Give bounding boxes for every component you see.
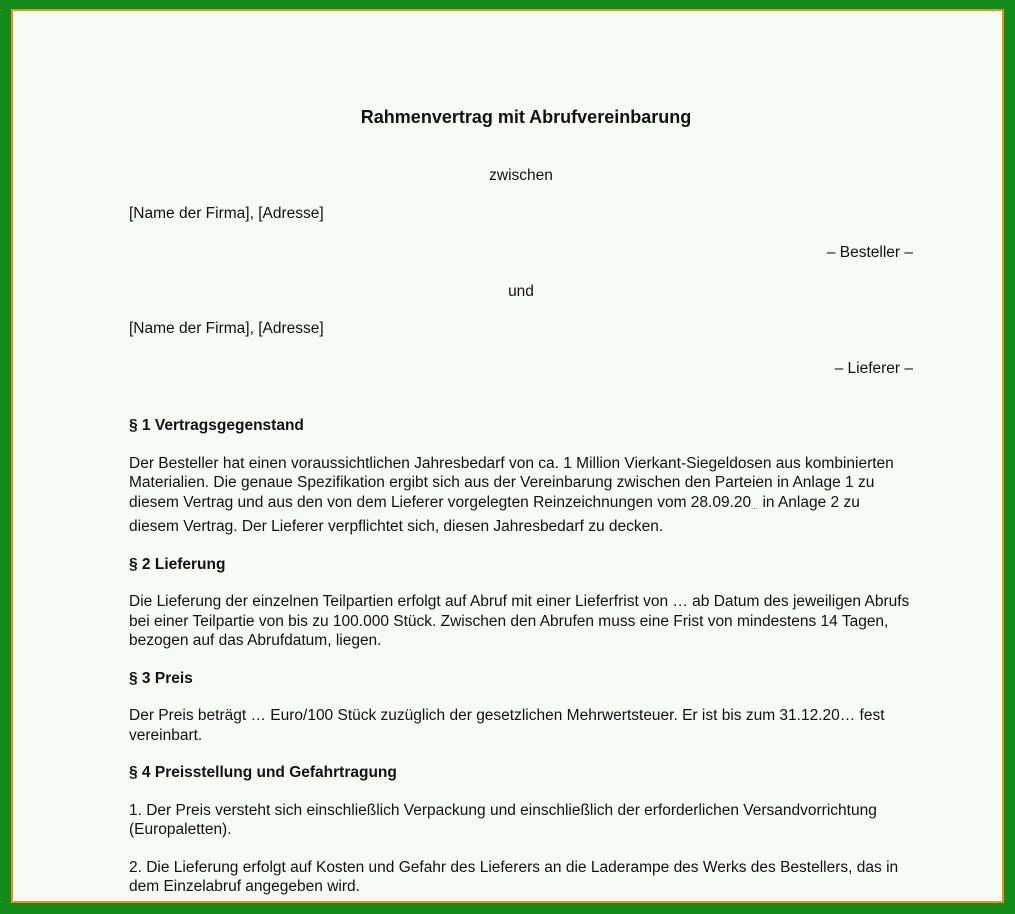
document-body bbox=[129, 105, 913, 903]
section-1-paragraph-1 bbox=[129, 454, 913, 537]
section-1-text-b: in Anlage 2 zu diesem Vertrag. Der Lieferer verpflichtet sich, diesen Jahresbedarf zu decken. bbox=[129, 493, 860, 535]
section-3-paragraph-1: Der Preis beträgt … Euro/100 Stück zuzüglich der gesetzlichen Mehrwertsteuer. Er ist bis zum 31.12.20… fest vereinbart. bbox=[129, 707, 885, 744]
party1-role: – Besteller – bbox=[826, 244, 913, 261]
section-4-heading: § 4 Preisstellung und Gefahrtragung bbox=[129, 764, 397, 781]
document-page bbox=[11, 9, 1004, 903]
section-2-paragraph-1: Die Lieferung der einzelnen Teilpartien erfolgt auf Abruf mit einer Lieferfrist von … ab Datum des jeweiligen Abrufs bei einer Teilpartie von bis zu 100.000 Stück. Zwischen den Abrufen muss eine Frist von mindestens 14 Tagen, bezogen auf das Abrufdatum, liegen. bbox=[129, 593, 910, 649]
and-label: und bbox=[508, 282, 534, 300]
document-title: Rahmenvertrag mit Abrufvereinbarung bbox=[360, 107, 692, 127]
date-placeholder-subscript: … bbox=[751, 503, 759, 511]
between-label: zwischen bbox=[489, 167, 553, 184]
party1-name: [Name der Firma], [Adresse] bbox=[129, 204, 324, 222]
section-1-text-a: Der Besteller hat einen voraussichtlichen Jahresbedarf von ca. 1 Million Vierkant-Siegeldosen aus kombinierten Materialien. Die genaue Spezifikation ergibt sich aus der Vereinbarung zwischen den Parteien in Anlage 1 zu diesem Vertrag und aus den von dem Lieferer vorgelegten Reinzeichnungen vom 28.09.20 bbox=[129, 454, 894, 511]
faint-watermark bbox=[43, 849, 113, 879]
party2-name: [Name der Firma], [Adresse] bbox=[129, 320, 324, 337]
section-1-heading: § 1 Vertragsgegenstand bbox=[129, 417, 304, 434]
section-4-paragraph-2: 2. Die Lieferung erfolgt auf Kosten und Gefahr des Lieferers an die Laderampe des Werks des Bestellers, das in dem Einzelabruf angegeben wird. bbox=[129, 858, 899, 895]
party2-role: – Lieferer – bbox=[834, 359, 913, 377]
section-4-paragraph-1: 1. Der Preis versteht sich einschließlich Verpackung und einschließlich der erforderlichen Versandvorrichtung (Europaletten). bbox=[129, 801, 877, 838]
section-2-heading: § 2 Lieferung bbox=[129, 555, 226, 573]
section-3-heading: § 3 Preis bbox=[129, 669, 193, 687]
